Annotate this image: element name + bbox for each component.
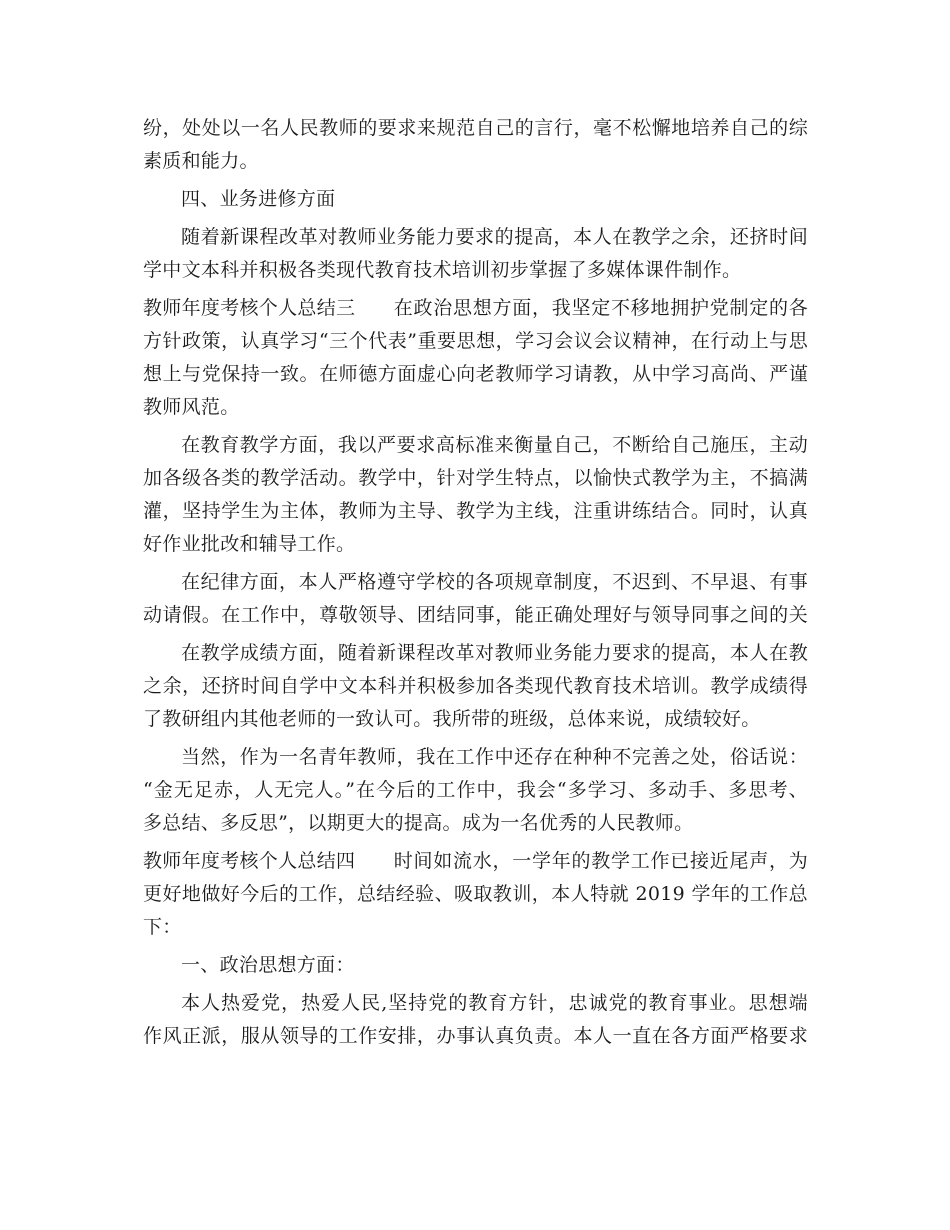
document-body [143, 112, 808, 1053]
text-line: 素质和能力。 [143, 150, 259, 172]
text-line: 了教研组内其他老师的一致认可。我所带的班级，总体来说，成绩较好。 [143, 708, 761, 730]
text-line: 纷，处处以一名人民教师的要求来规范自己的言行，毫不松懈地培养自己的综 [143, 117, 808, 139]
text-line: “金无足赤，人无完人。”在今后的工作中，我会“多学习、多动手、多思考、 [143, 779, 808, 801]
text-line: 更好地做好今后的工作，总结经验、吸取教训，本人特就 2019 学年的工作总 [143, 883, 808, 905]
text-line: 好作业批改和辅导工作。 [143, 533, 356, 555]
paragraph-first-line: 当然，作为一名青年教师，我在工作中还存在种种不完善之处，俗话说： [181, 746, 808, 768]
paragraph-first-line: 在教育教学方面，我以严要求高标准来衡量自己，不断给自己施压，主动 [181, 434, 808, 456]
text-line: 多总结、多反思”，以期更大的提高。成为一名优秀的人民教师。 [143, 812, 694, 834]
paragraph-first-line: 在纪律方面，本人严格遵守学校的各项规章制度，不迟到、不早退、有事 [181, 571, 808, 593]
summary-title: 教师年度考核个人总结四 [143, 850, 356, 872]
text-line: 灌，坚持学生为主体，教师为主导、教学为主线，注重讲练结合。同时，认真 [143, 500, 808, 522]
section-heading: 一、政治思想方面： [181, 954, 355, 976]
text-line: 下： [143, 916, 182, 938]
text-line: 教师风范。 [143, 396, 240, 418]
paragraph-first-line: 本人热爱党，热爱人民,坚持党的教育方针，忠诚党的教育事业。思想端 [181, 992, 808, 1014]
text-line: 之余，还挤时间自学中文本科并积极参加各类现代教育技术培训。教学成绩得 [143, 675, 808, 697]
paragraph-first-line: 随着新课程改革对教师业务能力要求的提高，本人在教学之余，还挤时间 [181, 226, 808, 248]
text-line: 方针政策，认真学习“三个代表”重要思想，学习会议会议精神，在行动上与思 [143, 330, 808, 352]
summary-title: 教师年度考核个人总结三 [143, 297, 356, 319]
text-line: 学中文本科并积极各类现代教育技术培训初步掌握了多媒体课件制作。 [143, 259, 742, 281]
summary-text: 在政治思想方面，我坚定不移地拥护党制定的各 [393, 297, 808, 319]
summary-heading-line [143, 292, 808, 325]
text-line: 作风正派，服从领导的工作安排，办事认真负责。本人一直在各方面严格要求 [143, 1025, 808, 1047]
section-heading: 四、业务进修方面 [181, 188, 336, 210]
summary-text: 时间如流水，一学年的教学工作已接近尾声，为 [393, 850, 808, 872]
paragraph-first-line: 在教学成绩方面，随着新课程改革对教师业务能力要求的提高，本人在教 [181, 642, 808, 664]
text-line: 加各级各类的教学活动。教学中，针对学生特点，以愉快式教学为主，不搞满 [143, 467, 808, 489]
summary-heading-line [143, 845, 808, 878]
text-line: 动请假。在工作中，尊敬领导、团结同事，能正确处理好与领导同事之间的关 [143, 604, 808, 626]
text-line: 想上与党保持一致。在师德方面虚心向老教师学习请教，从中学习高尚、严谨 [143, 363, 808, 385]
